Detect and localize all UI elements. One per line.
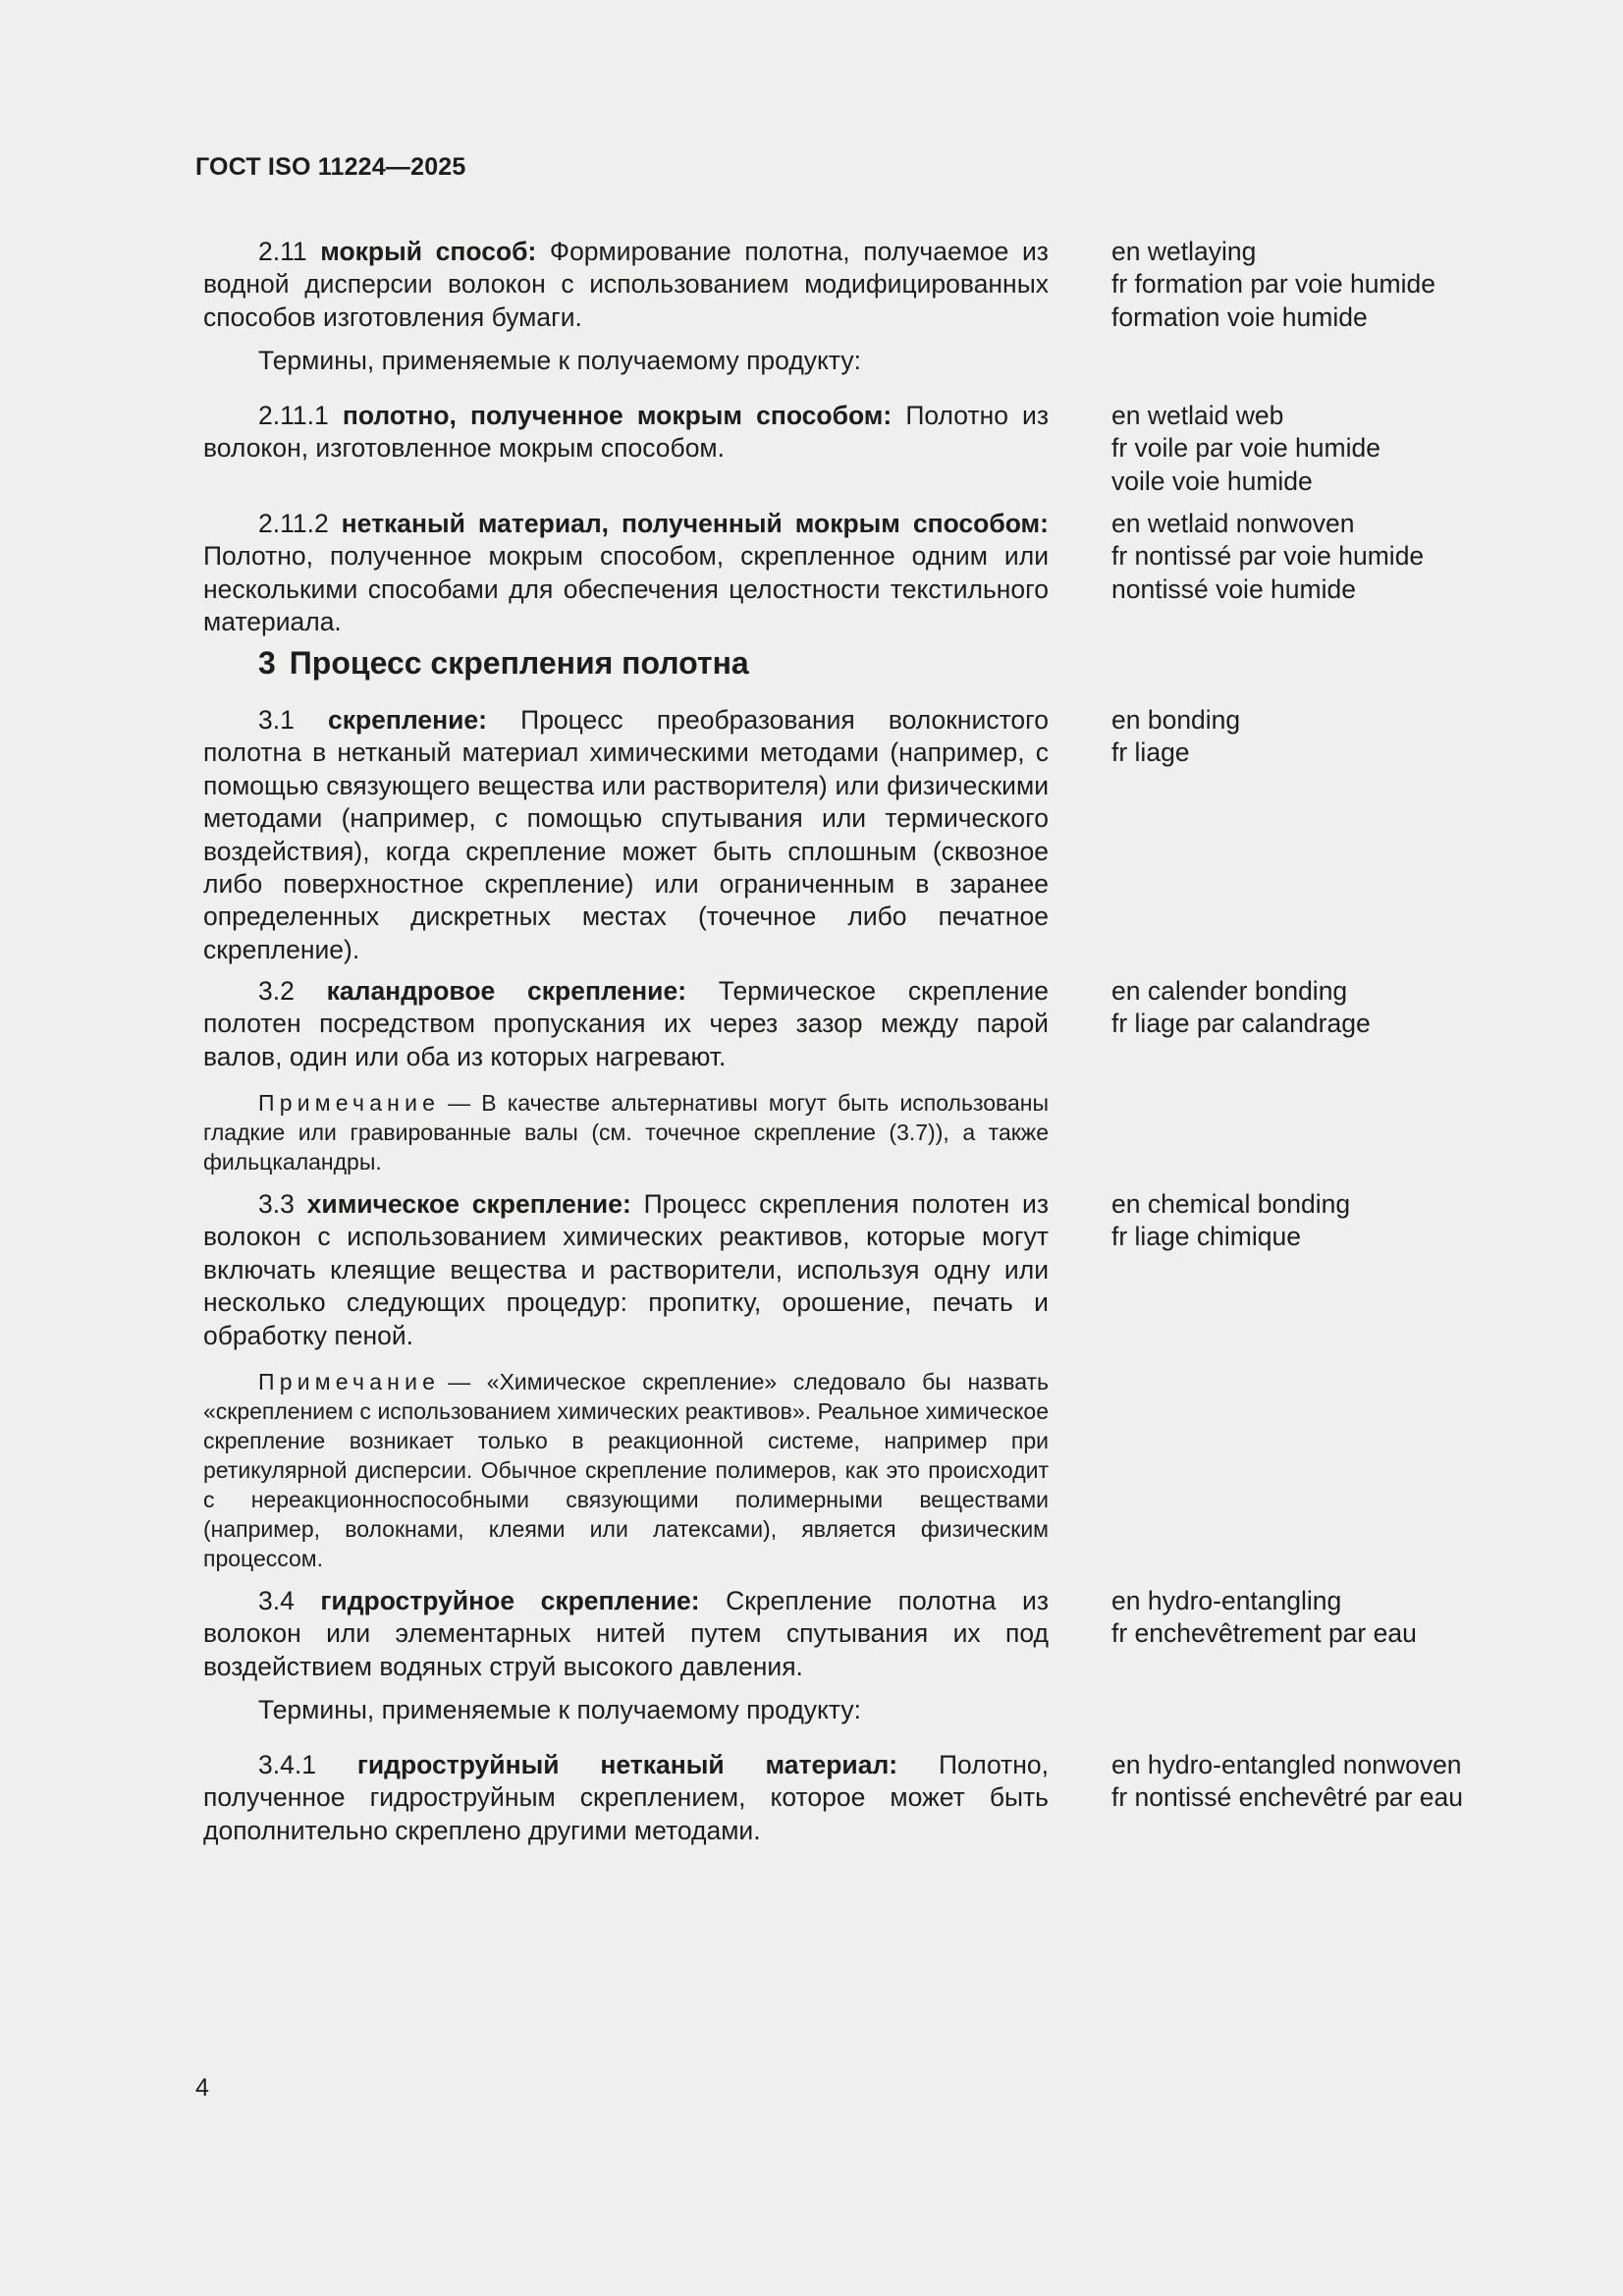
foreign-term: formation voie humide: [1111, 301, 1368, 332]
term-entry-3-4: [203, 1585, 1049, 1683]
note-3-3: [203, 1367, 1049, 1573]
foreign-equivalents-3-2: [1111, 975, 1371, 1041]
foreign-term: en hydro-entangled nonwoven: [1111, 1750, 1462, 1779]
section-title: Процесс скрепления полотна: [289, 645, 749, 681]
entry-number: 3.3: [258, 1189, 295, 1219]
entry-definition: Полотно, полученное гидроструйным скреплением, которое может быть дополнительно скреплено другими методами.: [203, 1750, 1049, 1845]
foreign-term: en chemical bonding: [1111, 1189, 1351, 1219]
foreign-term: fr nontissé par voie humide: [1111, 541, 1425, 572]
term-entry-3-3: [203, 1188, 1049, 1352]
foreign-term: en bonding: [1111, 705, 1241, 735]
entry-term: полотно, полученное мокрым способом:: [342, 401, 893, 430]
entry-term: мокрый способ:: [320, 237, 537, 266]
foreign-term: fr nontissé enchevêtré par eau: [1111, 1782, 1463, 1813]
entry-term: нетканый материал, полученный мокрым способом:: [341, 509, 1049, 538]
foreign-equivalents-3-1: [1111, 704, 1240, 770]
note-text: — В качестве альтернативы могут быть использованы гладкие или гравированные валы (см. точечное скрепление (3.7)), а также фильцкаландры.: [203, 1090, 1049, 1175]
section-heading: [258, 645, 749, 682]
entry-definition: Полотно, полученное мокрым способом, скрепленное одним или несколькими способами для обеспечения целостности текстильного материала.: [203, 541, 1049, 637]
foreign-term: fr enchevêtrement par eau: [1111, 1618, 1417, 1649]
foreign-term: en wetlaid nonwoven: [1111, 509, 1355, 538]
entry-term: химическое скрепление:: [306, 1189, 631, 1219]
term-entry-2-11: [203, 236, 1049, 334]
foreign-term: voile voie humide: [1111, 465, 1313, 496]
foreign-term: fr formation par voie humide: [1111, 269, 1435, 300]
entry-number: 2.11.2: [258, 509, 329, 538]
foreign-equivalents-2-11-2: [1111, 508, 1424, 606]
products-intro: Термины, применяемые к получаемому продукту:: [258, 1695, 861, 1724]
entry-definition: Формирование полотна, получаемое из водной дисперсии волокон с использованием модифицированных способов изготовления бумаги.: [203, 237, 1049, 332]
note-label: Примечание: [258, 1369, 441, 1394]
entry-definition: Термическое скрепление полотен посредством пропускания их через зазор между парой валов, один или оба из которых нагревают.: [203, 976, 1049, 1071]
foreign-equivalents-2-11: [1111, 236, 1435, 334]
foreign-term: fr liage: [1111, 738, 1190, 768]
foreign-equivalents-2-11-1: [1111, 400, 1380, 498]
entry-number: 3.4.1: [258, 1750, 316, 1779]
note-3-2: [203, 1088, 1049, 1176]
foreign-equivalents-3-4: [1111, 1585, 1417, 1651]
foreign-term: fr voile par voie humide: [1111, 433, 1380, 464]
entry-definition: Процесс преобразования волокнистого полотна в нетканый материал химическими методами (например, с помощью связующего вещества или растворителя) или физическими методами (например, с помощью спутывания или термического воздействия), когда скрепление может быть сплошным (сквозное либо поверхностное скрепление) или ограниченным в заранее определенных дискретных местах (точечное либо печатное скрепление).: [203, 705, 1049, 964]
entry-definition: Скрепление полотна из волокон или элементарных нитей путем спутывания их под воздействием водяных струй высокого давления.: [203, 1586, 1049, 1681]
foreign-term: fr liage chimique: [1111, 1222, 1301, 1252]
entry-term: гидроструйное скрепление:: [320, 1586, 700, 1615]
foreign-equivalents-3-3: [1111, 1188, 1350, 1254]
document-header: ГОСТ ISO 11224—2025: [195, 153, 466, 181]
term-entry-3-4-1: [203, 1749, 1049, 1847]
foreign-term: en wetlaying: [1111, 237, 1257, 266]
entry-definition: Полотно из волокон, изготовленное мокрым способом.: [203, 401, 1049, 464]
page-number: 4: [195, 2074, 209, 2102]
foreign-term: en wetlaid web: [1111, 401, 1284, 430]
foreign-term: en hydro-entangling: [1111, 1586, 1342, 1615]
entry-number: 3.1: [258, 705, 295, 735]
section-number: 3: [258, 645, 276, 681]
entry-term: гидроструйный нетканый материал:: [356, 1750, 898, 1779]
term-entry-3-1: [203, 704, 1049, 966]
note-label: Примечание: [258, 1090, 441, 1116]
entry-number: 3.4: [258, 1586, 295, 1615]
foreign-term: fr liage par calandrage: [1111, 1009, 1371, 1039]
foreign-term: nontissé voie humide: [1111, 574, 1356, 604]
entry-term: скрепление:: [327, 705, 487, 735]
entry-definition: Процесс скрепления полотен из волокон с использованием химических реактивов, которые могут включать клеящие вещества и растворители, используя одну или несколько следующих процедур: пропитку, орошение, печать и обработку пеной.: [203, 1189, 1049, 1350]
foreign-equivalents-3-4-1: [1111, 1749, 1463, 1815]
term-entry-2-11-1: [203, 400, 1049, 465]
entry-term: каландровое скрепление:: [326, 976, 687, 1006]
entry-number: 2.11.1: [258, 401, 329, 430]
term-entry-3-2: [203, 975, 1049, 1073]
foreign-term: en calender bonding: [1111, 976, 1348, 1006]
products-intro: Термины, применяемые к получаемому продукту:: [258, 346, 861, 375]
term-entry-2-11-2: [203, 508, 1049, 639]
entry-number: 3.2: [258, 976, 295, 1006]
note-text: — «Химическое скрепление» следовало бы назвать «скреплением с использованием химических реактивов». Реальное химическое скрепление возникает только в реакционной системе, например при ретикулярной дисперсии. Обычное скрепление полимеров, как это происходит с нереакционноспособными связующими полимерными веществами (например, волокнами, клеями или латексами), является физическим процессом.: [203, 1369, 1049, 1571]
entry-number: 2.11: [258, 237, 307, 266]
